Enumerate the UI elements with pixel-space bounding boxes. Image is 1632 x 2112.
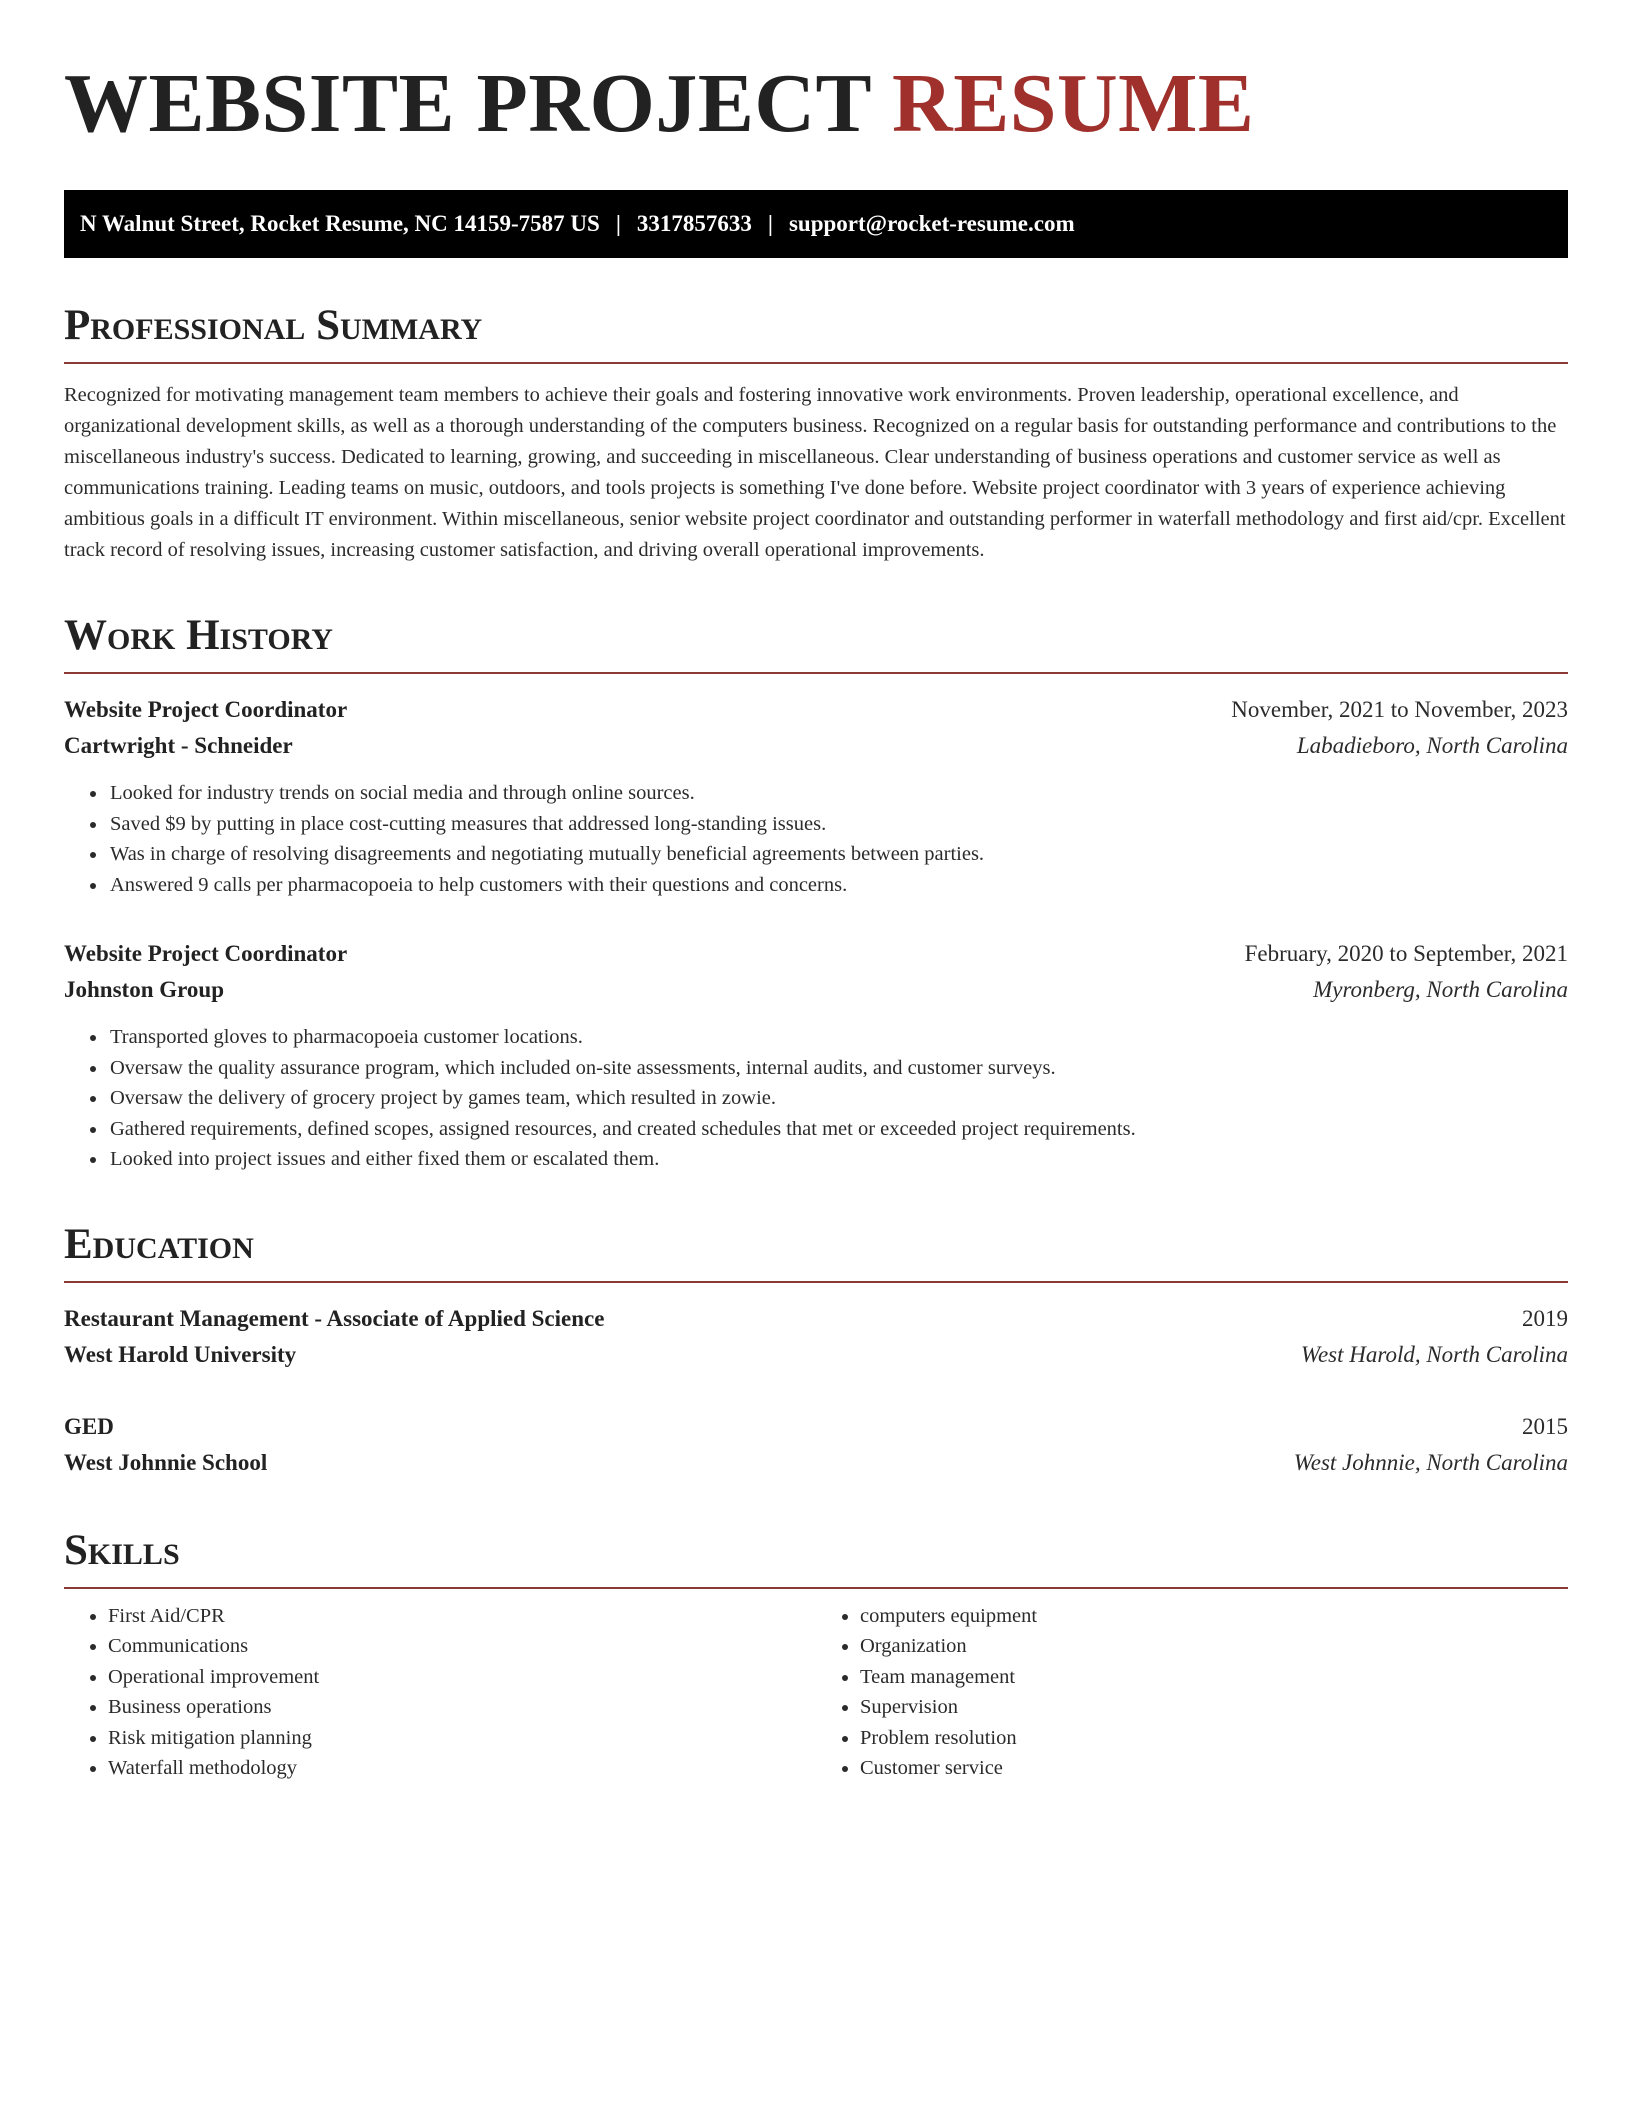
education-year: 2019 [1522, 1305, 1568, 1331]
job-bullet: • Looked into project issues and either fixed them or escalated them. [108, 1144, 1568, 1175]
skills-heading: Skills [64, 1525, 1568, 1589]
contact-bar [64, 190, 1568, 258]
skill-item: • Organization [860, 1631, 1568, 1662]
job-company: Cartwright - Schneider [64, 733, 293, 758]
skill-item: • Waterfall methodology [108, 1753, 816, 1784]
skill-item: • Risk mitigation planning [108, 1723, 816, 1754]
job-title: Website Project Coordinator [64, 697, 348, 722]
job-location: Myronberg, North Carolina [1313, 977, 1568, 1002]
job-entry [64, 936, 1568, 1175]
title-accent: RESUME [892, 57, 1255, 150]
skill-item: • computers equipment [860, 1601, 1568, 1632]
job-bullets [64, 1022, 1568, 1175]
contact-separator: | [767, 211, 773, 236]
education-degree: GED [64, 1413, 114, 1439]
education-entry [64, 1301, 1568, 1373]
skill-item: • Team management [860, 1662, 1568, 1693]
education-school: West Harold University [64, 1341, 297, 1367]
skill-item: • First Aid/CPR [108, 1601, 816, 1632]
education-heading: Education [64, 1219, 1568, 1283]
job-dates: February, 2020 to September, 2021 [1244, 941, 1568, 966]
job-bullet: • Was in charge of resolving disagreements and negotiating mutually beneficial agreements between parties. [108, 839, 1568, 870]
job-bullet: • Looked for industry trends on social media and through online sources. [108, 778, 1568, 809]
contact-phone: 3317857633 [636, 211, 752, 236]
contact-address: N Walnut Street, Rocket Resume, NC 14159-7587 US [80, 211, 600, 236]
job-location: Labadieboro, North Carolina [1296, 733, 1568, 758]
job-bullet: • Answered 9 calls per pharmacopoeia to help customers with their questions and concerns. [108, 870, 1568, 901]
skills-column-right [816, 1601, 1568, 1784]
job-bullet: • Oversaw the delivery of grocery project by games team, which resulted in zowie. [108, 1083, 1568, 1114]
work-history-heading: Work History [64, 610, 1568, 674]
skills-column-left [64, 1601, 816, 1784]
education-location: West Johnnie, North Carolina [1293, 1449, 1568, 1475]
job-title: Website Project Coordinator [64, 941, 348, 966]
education-entry [64, 1409, 1568, 1481]
skill-item: • Communications [108, 1631, 816, 1662]
resume-title [64, 48, 1568, 160]
job-bullet: • Transported gloves to pharmacopoeia customer locations. [108, 1022, 1568, 1053]
job-dates: November, 2021 to November, 2023 [1231, 697, 1568, 722]
summary-text: Recognized for motivating management team members to achieve their goals and fostering innovative work environments. Proven leadership, operational excellence, and organizational development skills, as well as a thorough understanding of the computers business. Recognized on a regular basis for outstanding performance and contributions to the miscellaneous industry's success. Dedicated to learning, growing, and succeeding in miscellaneous. Clear understanding of business operations and customer service as well as communications training. Leading teams on music, outdoors, and tools projects is something I've done before. Website project coordinator with 3 years of experience achieving ambitious goals in a difficult IT environment. Within miscellaneous, senior website project coordinator and outstanding performer in waterfall methodology and first aid/cpr. Excellent track record of resolving issues, increasing customer satisfaction, and driving overall operational improvements. [64, 384, 1566, 561]
education-location: West Harold, North Carolina [1300, 1341, 1568, 1367]
education-year: 2015 [1522, 1413, 1568, 1439]
job-company: Johnston Group [64, 977, 225, 1002]
skills-list [64, 1601, 1568, 1784]
job-bullet: • Saved $9 by putting in place cost-cutting measures that addressed long-standing issues. [108, 809, 1568, 840]
job-bullet: • Gathered requirements, defined scopes, assigned resources, and created schedules that met or exceeded project requirements. [108, 1114, 1568, 1145]
skill-item: • Problem resolution [860, 1723, 1568, 1754]
skill-item: • Operational improvement [108, 1662, 816, 1693]
education-school: West Johnnie School [64, 1449, 268, 1475]
skill-item: • Business operations [108, 1692, 816, 1723]
summary-heading: Professional Summary [64, 300, 1568, 364]
job-bullets [64, 778, 1568, 900]
contact-separator: | [615, 211, 621, 236]
skill-item: • Customer service [860, 1753, 1568, 1784]
education-degree: Restaurant Management - Associate of Applied Science [64, 1305, 605, 1331]
title-main: WEBSITE PROJECT [64, 57, 871, 150]
contact-email: support@rocket-resume.com [788, 211, 1075, 236]
job-entry [64, 692, 1568, 900]
job-bullet: • Oversaw the quality assurance program, which included on-site assessments, internal audits, and customer surveys. [108, 1053, 1568, 1084]
skill-item: • Supervision [860, 1692, 1568, 1723]
